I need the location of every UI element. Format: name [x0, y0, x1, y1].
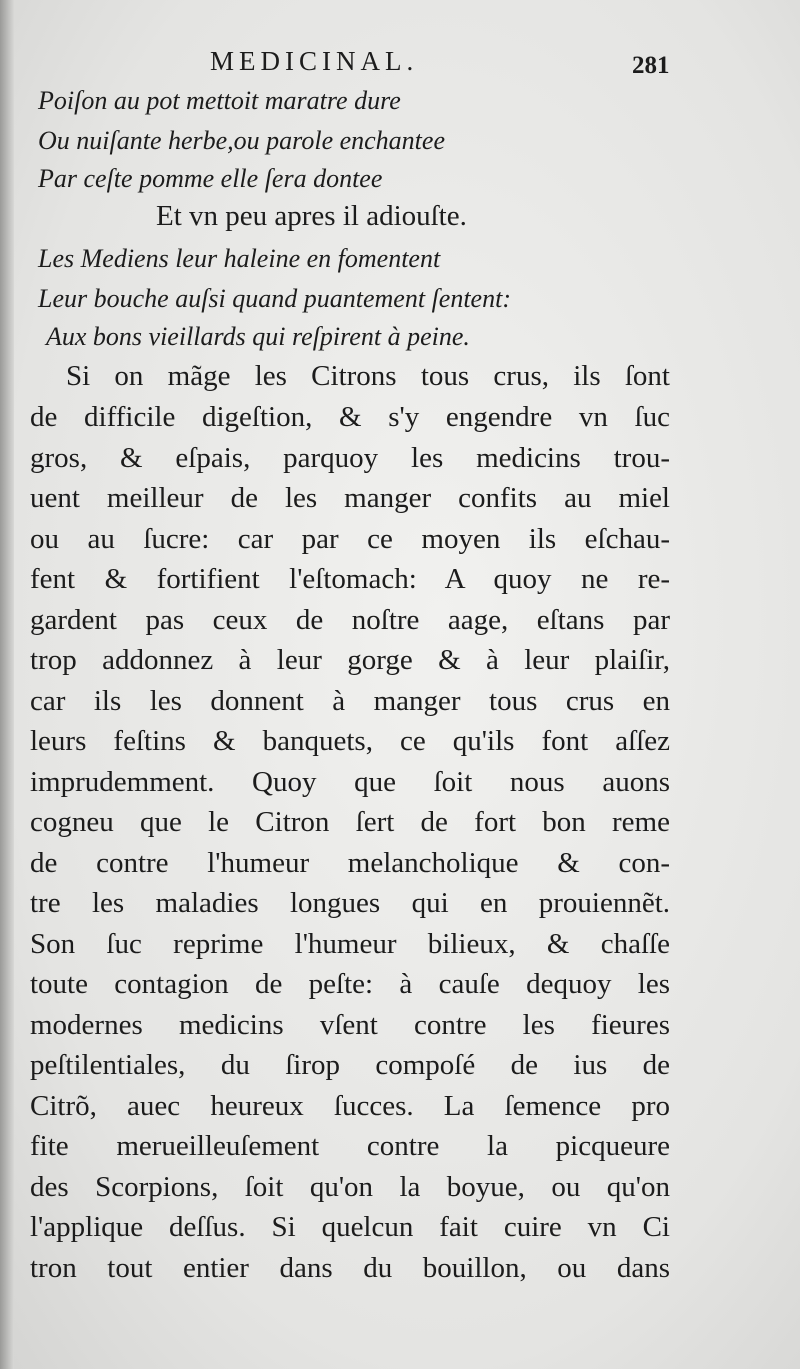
page-number: 281: [632, 52, 670, 79]
body-line: peſtilentiales, du ſirop compoſé de ius de: [30, 1049, 670, 1081]
body-line: cogneu que le Citron ſert de fort bon reme: [30, 806, 670, 838]
page-header: [0, 40, 800, 80]
verse-line: Aux bons vieillards qui reſpirent à peine.: [46, 322, 470, 351]
page-gutter-shadow: [0, 0, 14, 1369]
body-line: Si on mãge les Citrons tous crus, ils ſont: [66, 360, 670, 392]
verse-line: Ou nuiſante herbe,ou parole enchantee: [38, 126, 445, 155]
body-line: tron tout entier dans du bouillon, ou dans: [30, 1252, 670, 1284]
body-line: Citrõ, auec heureux ſucces. La ſemence pro: [30, 1090, 670, 1122]
body-line: l'applique deſſus. Si quelcun fait cuire vn Ci: [30, 1211, 670, 1243]
body-line: imprudemment. Quoy que ſoit nous auons: [30, 766, 670, 798]
body-line: fent & fortifient l'eſtomach: A quoy ne re-: [30, 563, 670, 595]
body-line: Son ſuc reprime l'humeur bilieux, & chaſſe: [30, 928, 670, 960]
body-line: leurs feſtins & banquets, ce qu'ils font aſſez: [30, 725, 670, 757]
body-line: uent meilleur de les manger confits au miel: [30, 482, 670, 514]
body-line: gros, & eſpais, parquoy les medicins trou-: [30, 442, 670, 474]
body-line: modernes medicins vſent contre les fieures: [30, 1009, 670, 1041]
verse-line: Leur bouche auſsi quand puantement ſentent:: [38, 284, 511, 313]
body-line: toute contagion de peſte: à cauſe dequoy les: [30, 968, 670, 1000]
body-line: gardent pas ceux de noſtre aage, eſtans par: [30, 604, 670, 636]
body-line: ou au ſucre: car par ce moyen ils eſchau-: [30, 523, 670, 555]
verse-line: Les Mediens leur haleine en fomentent: [38, 244, 441, 273]
body-line: de contre l'humeur melancholique & con-: [30, 847, 670, 879]
body-line: des Scorpions, ſoit qu'on la boyue, ou qu'on: [30, 1171, 670, 1203]
body-line: tre les maladies longues qui en prouiennẽt.: [30, 887, 670, 919]
verse-line: Poiſon au pot mettoit maratre dure: [38, 86, 401, 115]
running-head: MEDICINAL.: [210, 46, 419, 76]
transition-line: Et vn peu apres il adiouſte.: [156, 200, 467, 232]
body-line: de difficile digeſtion, & s'y engendre vn ſuc: [30, 401, 670, 433]
verse-line: Par ceſte pomme elle ſera dontee: [38, 164, 383, 193]
body-line: car ils les donnent à manger tous crus en: [30, 685, 670, 717]
body-line: fite merueilleuſement contre la picqueure: [30, 1130, 670, 1162]
body-line: trop addonnez à leur gorge & à leur plaiſir,: [30, 644, 670, 676]
